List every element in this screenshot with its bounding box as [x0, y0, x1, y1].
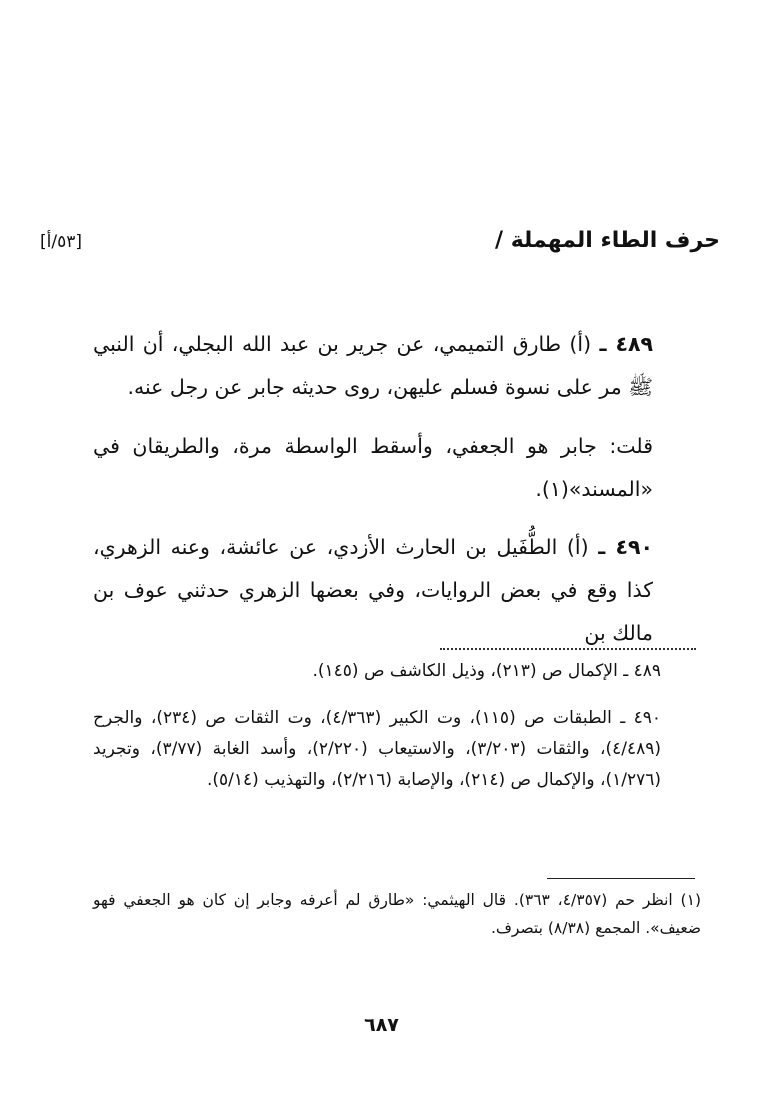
entry-text: قلت: جابر هو الجعفي، وأسقط الواسطة مرة، والطريقان في «المسند»(١).	[93, 434, 653, 501]
chapter-title: حرف الطاء المهملة /	[495, 228, 720, 253]
footnote-text: (١) انظر حم (٤/٣٥٧، ٣٦٣). قال الهيثمي: «طارق لم أعرفه وجابر إن كان هو الجعفي فهو ضعيف». المجمع (٨/٣٨) بتصرف.	[93, 891, 701, 937]
entry-489	[93, 323, 653, 409]
note-489	[93, 656, 661, 687]
entry-490	[93, 526, 653, 655]
note-text: ٤٨٩ ـ الإكمال ص (٢١٣)، وذيل الكاشف ص (١٤٥).	[312, 661, 661, 681]
entry-489-comment	[93, 425, 653, 511]
page-number: ٦٨٧	[364, 1014, 399, 1036]
note-490	[93, 703, 661, 796]
footnote-separator	[547, 878, 695, 879]
notes-separator	[440, 648, 696, 650]
manuscript-folio-ref: [٥٣/أ]	[40, 232, 82, 252]
entry-number: ٤٩٠ ـ	[598, 535, 653, 559]
entry-text: (أ) الطُّفَيل بن الحارث الأزدي، عن عائشة، وعنه الزهري، كذا وقع في بعض الروايات، وفي بعضها الزهري حدثني عوف بن مالك بن	[93, 535, 653, 645]
entry-text: (أ) طارق التميمي، عن جرير بن عبد الله البجلي، أن النبي ﷺ مر على نسوة فسلم عليهن، روى حديثه جابر عن رجل عنه.	[93, 332, 653, 399]
note-text: ٤٩٠ ـ الطبقات ص (١١٥)، وت الكبير (٤/٣٦٣)، وت الثقات ص (٢٣٤)، والجرح (٤/٤٨٩)، والثقات (٣/٢٠٣)، والاستيعاب (٢/٢٢٠)، وأسد الغابة (٣/٧٧)، وتجريد (١/٢٧٦)، والإكمال ص (٢١٤)، والإصابة (٢/٢١٦)، والتهذيب (٥/١٤).	[93, 708, 662, 790]
running-header	[40, 228, 720, 264]
entry-number: ٤٨٩ ـ	[599, 332, 653, 356]
footnote-1	[93, 886, 701, 942]
